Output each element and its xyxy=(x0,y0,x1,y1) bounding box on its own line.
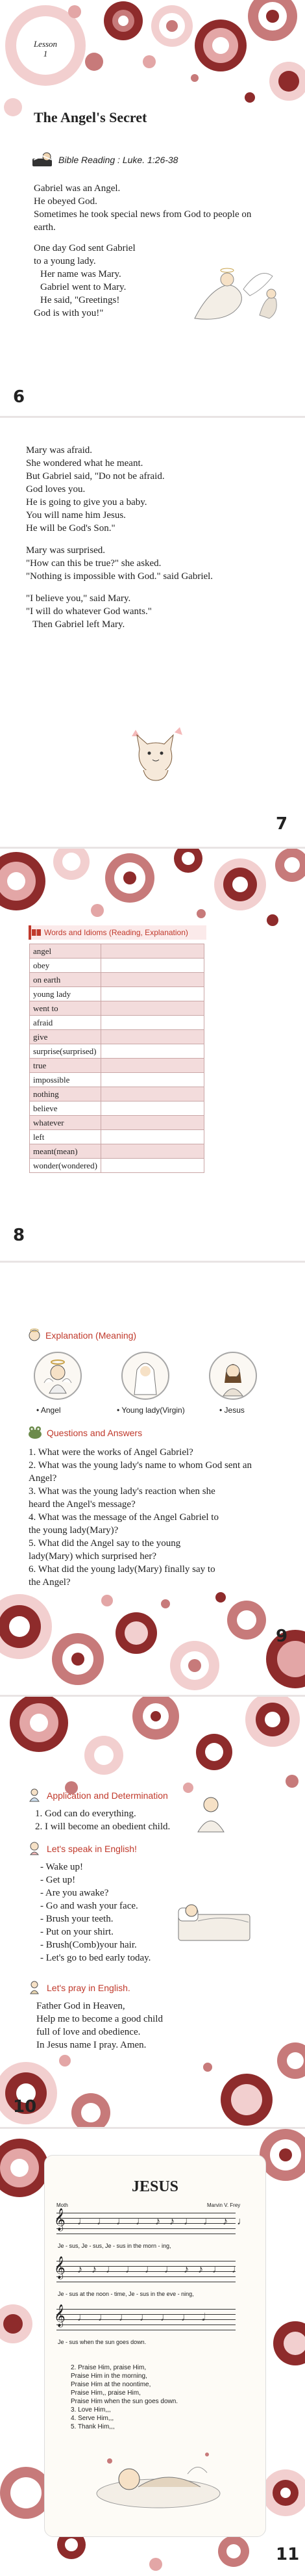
story-line: "I will do whatever God wants." xyxy=(26,606,152,617)
list-item: 6. What did the young lady(Mary) finally say to xyxy=(29,1564,215,1575)
song-title: JESUS xyxy=(131,2178,179,2195)
vocab-word: give xyxy=(30,1030,101,1044)
story-line: Gabriel was an Angel. xyxy=(34,183,121,194)
vocab-word: young lady xyxy=(30,987,101,1001)
lesson-label: Lesson xyxy=(33,39,58,49)
story-line: God loves you. xyxy=(26,484,86,495)
qa-title: Questions and Answers xyxy=(47,1428,143,1438)
story-line: Sometimes he took special news from God to people on xyxy=(34,209,252,220)
table-row xyxy=(30,973,204,987)
story-line: Mary was afraid. xyxy=(26,445,93,456)
list-item: 3. What was the young lady's reaction when she xyxy=(29,1486,215,1497)
caption-young-lady: • Young lady(Virgin) xyxy=(117,1406,185,1415)
list-item: - Go and wash your face. xyxy=(40,1901,138,1911)
story-part-2 xyxy=(26,444,213,631)
verse-list xyxy=(71,2363,178,2431)
list-item: 2. What was the young lady's name to whom God sent an xyxy=(29,1460,252,1471)
vocab-word: on earth xyxy=(30,973,101,987)
list-item: 4. What was the message of the Angel Gabriel to xyxy=(29,1512,219,1523)
list-item: 1. God can do everything. xyxy=(35,1809,136,1819)
story-line: Her name was Mary. xyxy=(40,269,121,279)
circle-pattern-decoration xyxy=(0,1697,305,1804)
angel-circle xyxy=(34,1352,82,1400)
story-line: Then Gabriel left Mary. xyxy=(32,619,125,630)
vocab-word: believe xyxy=(30,1101,101,1116)
table-row xyxy=(30,1030,204,1044)
table-row xyxy=(30,1073,204,1087)
music-notes: ♩♩♩♩♪♪♩♩♪♩ xyxy=(77,2216,256,2227)
list-item: 2. I will become an obedient child. xyxy=(35,1822,171,1832)
treble-clef-icon: 𝄞 xyxy=(54,2305,66,2326)
page-title: The Angel's Secret xyxy=(34,109,147,125)
table-row xyxy=(30,1159,204,1173)
list-item: the young lady(Mary)? xyxy=(29,1525,119,1536)
story-line: earth. xyxy=(34,222,56,233)
frog-icon xyxy=(27,1425,43,1439)
explanation-title: Explanation (Meaning) xyxy=(45,1330,137,1341)
song-composer: Marvin V. Frey xyxy=(207,2202,241,2208)
vocab-word: impossible xyxy=(30,1073,101,1087)
list-item: - Get up! xyxy=(40,1875,76,1885)
story-line: "How can this be true?" she asked. xyxy=(26,558,162,569)
vocab-word: wonder(wondered) xyxy=(30,1159,101,1173)
table-row xyxy=(30,1101,204,1116)
story-line: Mary was surprised. xyxy=(26,545,106,556)
page-number: 6 xyxy=(13,387,25,407)
page-6 xyxy=(0,0,305,416)
bible-reader-icon xyxy=(31,152,56,168)
vocab-word: nothing xyxy=(30,1087,101,1101)
sleeping-child-icon xyxy=(172,1888,256,1947)
circle-pattern-decoration xyxy=(0,1588,305,1695)
page-number: 8 xyxy=(13,1226,25,1245)
mary-icon xyxy=(123,1353,168,1398)
page-7 xyxy=(0,418,305,847)
verse-line: Praise Him,, praise Him, xyxy=(71,2389,141,2397)
vocab-word: went to xyxy=(30,1001,101,1016)
book-icon xyxy=(31,927,42,938)
vocab-table xyxy=(29,944,204,1173)
song-card xyxy=(44,2155,266,2537)
page-number: 11 xyxy=(276,2545,300,2564)
list-item: - Brush(Comb)your hair. xyxy=(40,1940,137,1950)
verse-line: Praise Him at the noontime, xyxy=(71,2381,151,2388)
lesson-number: 1 xyxy=(43,49,48,58)
prayer-line: Father God in Heaven, xyxy=(36,2001,125,2011)
list-item: - Wake up! xyxy=(40,1862,83,1872)
music-notes: ♩♩♩♩♩♩𝅗𝅥 xyxy=(77,2312,216,2323)
story-line: "I believe you," said Mary. xyxy=(26,593,131,604)
verse-line: 2. Praise Him, praise Him, xyxy=(71,2364,147,2371)
table-row xyxy=(30,1087,204,1101)
pray-title: Let's pray in English. xyxy=(47,1983,130,1993)
verse-line: Praise Him when the sun goes down. xyxy=(71,2398,178,2405)
story-line: He said, "Greetings! xyxy=(40,295,120,305)
story-line: Gabriel went to Mary. xyxy=(40,282,127,292)
music-notes: ♪♪♩♩♩♩♪♪♩♩ xyxy=(77,2264,251,2275)
vocab-word: angel xyxy=(30,944,101,959)
praying-child-icon xyxy=(27,1980,42,1994)
vocab-word: true xyxy=(30,1059,101,1073)
vocab-word: surprise(surprised) xyxy=(30,1044,101,1059)
speak-title: Let's speak in English! xyxy=(47,1844,137,1854)
list-item: - Are you awake? xyxy=(40,1888,109,1898)
lyric-line: Je - sus when the sun goes down. xyxy=(58,2339,147,2345)
verse-line: 3. Love Him,,, xyxy=(71,2406,111,2414)
table-row xyxy=(30,1130,204,1144)
lyric-line: Je - sus, Je - sus, Je - sus in the morn - ing, xyxy=(58,2243,171,2249)
speak-list xyxy=(40,1861,151,1964)
story-line: He will be God's Son." xyxy=(26,523,116,534)
jesus-circle xyxy=(209,1352,257,1400)
list-item: - Brush your teeth. xyxy=(40,1914,114,1924)
table-row xyxy=(30,1059,204,1073)
table-row xyxy=(30,959,204,973)
page-9 xyxy=(0,1263,305,1695)
treble-clef-icon: 𝄞 xyxy=(54,2257,66,2278)
story-line: You will name him Jesus. xyxy=(26,510,126,521)
page-8 xyxy=(0,849,305,1261)
cat-illustration xyxy=(120,723,191,785)
list-item: Angel? xyxy=(29,1473,57,1484)
table-row xyxy=(30,1144,204,1159)
vocab-word: meant(mean) xyxy=(30,1144,101,1159)
caption-angel: • Angel xyxy=(36,1406,61,1415)
child-icon xyxy=(27,1788,42,1802)
lyric-line: Je - sus at the noon - time, Je - sus in the eve - ning, xyxy=(58,2291,194,2297)
sleeping-child-icon xyxy=(90,2441,226,2513)
vocab-word: left xyxy=(30,1130,101,1144)
story-line: He obeyed God. xyxy=(34,196,97,207)
table-row xyxy=(30,987,204,1001)
page-11 xyxy=(0,2129,305,2576)
vocab-word: afraid xyxy=(30,1016,101,1030)
lesson-badge xyxy=(25,39,66,58)
caption-jesus: • Jesus xyxy=(219,1406,245,1415)
angel-face-icon xyxy=(35,1353,80,1398)
vocab-word: whatever xyxy=(30,1116,101,1130)
list-item: lady(Mary) which surprised her? xyxy=(29,1551,157,1562)
verse-line: 5. Thank Him,,, xyxy=(71,2423,115,2430)
list-item: - Put on your shirt. xyxy=(40,1927,114,1937)
section-title: Words and Idioms (Reading, Explanation) xyxy=(44,928,188,937)
vocab-word: obey xyxy=(30,959,101,973)
story-line: He is going to give you a baby. xyxy=(26,497,147,508)
table-row xyxy=(30,944,204,959)
song-tempo: Moth xyxy=(56,2202,68,2208)
angel-illustration xyxy=(188,253,286,325)
application-title: Application and Determination xyxy=(47,1790,168,1801)
question-list xyxy=(29,1446,252,1589)
page-10 xyxy=(0,1697,305,2127)
story-line: She wondered what he meant. xyxy=(26,458,143,469)
treble-clef-icon: 𝄞 xyxy=(54,2209,66,2230)
circle-pattern-decoration xyxy=(0,2022,305,2127)
angel-face-icon xyxy=(27,1328,42,1342)
table-row xyxy=(30,1116,204,1130)
list-item: 1. What were the works of Angel Gabriel? xyxy=(29,1447,193,1458)
list-item: heard the Angel's message? xyxy=(29,1499,136,1510)
list-item: the Angel? xyxy=(29,1577,71,1588)
story-line: One day God sent Gabriel xyxy=(34,243,136,253)
story-line: God is with you!" xyxy=(34,308,104,318)
verse-line: Praise Him in the morning, xyxy=(71,2373,147,2380)
jesus-icon xyxy=(210,1353,256,1398)
page-number: 7 xyxy=(276,814,288,834)
page-number: 9 xyxy=(276,1627,288,1646)
speaking-child-icon xyxy=(27,1841,42,1855)
story-line: to a young lady. xyxy=(34,256,96,266)
table-row xyxy=(30,1001,204,1016)
child-icon xyxy=(188,1793,234,1833)
mary-circle xyxy=(121,1352,169,1400)
page-number: 10 xyxy=(13,2097,37,2117)
story-line: "Nothing is impossible with God." said Gabriel. xyxy=(26,571,214,582)
table-row xyxy=(30,1016,204,1030)
list-item: - Let's go to bed early today. xyxy=(40,1953,151,1963)
story-line: But Gabriel said, "Do not be afraid. xyxy=(26,471,165,482)
bible-reading: Bible Reading : Luke. 1:26-38 xyxy=(58,155,178,165)
table-row xyxy=(30,1044,204,1059)
determination-list xyxy=(35,1807,170,1833)
prayer-line: Help me to become a good child xyxy=(36,2014,163,2024)
prayer-line: full of love and obedience. xyxy=(36,2027,141,2037)
prayer-line: In Jesus name I pray. Amen. xyxy=(36,2040,147,2050)
list-item: 5. What did the Angel say to the young xyxy=(29,1538,181,1549)
verse-line: 4. Serve Him,,, xyxy=(71,2415,114,2422)
